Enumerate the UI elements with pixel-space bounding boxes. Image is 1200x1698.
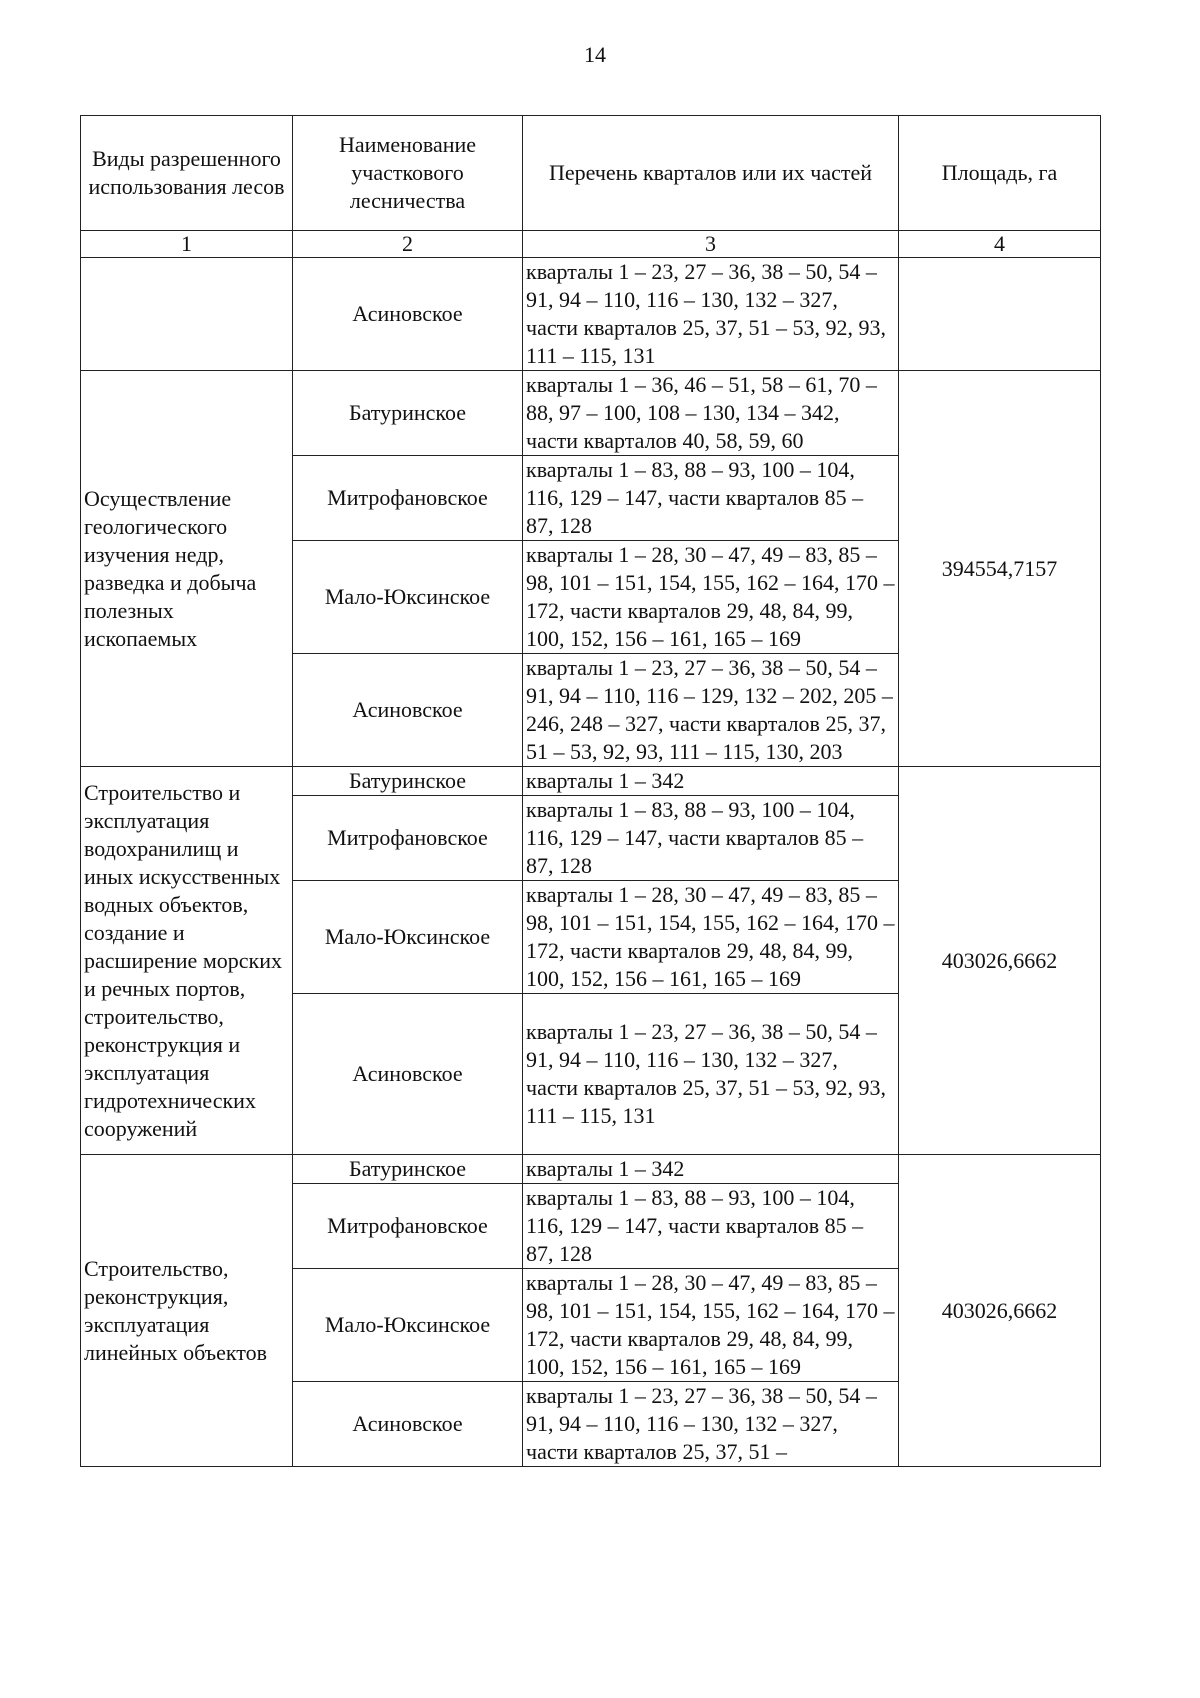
quarters-cell: кварталы 1 – 83, 88 – 93, 100 – 104, 116, 129 – 147, части кварталов 85 – 87, 128	[523, 1184, 899, 1269]
forestry-cell: Мало-Юксинское	[293, 1269, 523, 1382]
header-quarters: Перечень кварталов или их частей	[523, 116, 899, 231]
header-forestry: Наименование участкового лесничества	[293, 116, 523, 231]
use-type-cell: Строительство и эксплуатация водохранилищ и иных искусственных водных объектов, создание и расширение морских и речных портов, строительство, реконструкция и эксплуатация гидротехнических сооружений	[81, 767, 293, 1155]
header-use-type: Виды разрешенного использования лесов	[81, 116, 293, 231]
quarters-cell: кварталы 1 – 23, 27 – 36, 38 – 50, 54 – 91, 94 – 110, 116 – 130, 132 – 327, части кварталов 25, 37, 51 – 53, 92, 93, 111 – 115, 131	[523, 258, 899, 371]
header-row	[81, 116, 1101, 231]
use-type-cell	[81, 258, 293, 371]
quarters-cell: кварталы 1 – 36, 46 – 51, 58 – 61, 70 – 88, 97 – 100, 108 – 130, 134 – 342, части кварталов 40, 58, 59, 60	[523, 371, 899, 456]
quarters-cell: кварталы 1 – 342	[523, 1155, 899, 1184]
use-type-cell: Строительство, реконструкция, эксплуатация линейных объектов	[81, 1155, 293, 1467]
forestry-cell: Митрофановское	[293, 1184, 523, 1269]
table-row	[81, 371, 1101, 456]
area-cell	[899, 258, 1101, 371]
column-number-row	[81, 231, 1101, 258]
table-row	[81, 1155, 1101, 1184]
quarters-cell: кварталы 1 – 83, 88 – 93, 100 – 104, 116, 129 – 147, части кварталов 85 – 87, 128	[523, 456, 899, 541]
table-row	[81, 258, 1101, 371]
area-cell: 403026,6662	[899, 1155, 1101, 1467]
forestry-cell: Асиновское	[293, 994, 523, 1155]
page-number: 14	[584, 42, 606, 67]
column-number: 1	[81, 231, 293, 258]
quarters-cell: кварталы 1 – 23, 27 – 36, 38 – 50, 54 – 91, 94 – 110, 116 – 130, 132 – 327, части кварталов 25, 37, 51 – 53, 92, 93, 111 – 115, 131	[523, 994, 899, 1155]
area-cell: 394554,7157	[899, 371, 1101, 767]
quarters-cell: кварталы 1 – 28, 30 – 47, 49 – 83, 85 – 98, 101 – 151, 154, 155, 162 – 164, 170 – 172, части кварталов 29, 48, 84, 99, 100, 152, 156 – 161, 165 – 169	[523, 1269, 899, 1382]
forestry-cell: Асиновское	[293, 654, 523, 767]
column-number: 4	[899, 231, 1101, 258]
forestry-cell: Митрофановское	[293, 456, 523, 541]
forestry-cell: Асиновское	[293, 1382, 523, 1467]
quarters-cell: кварталы 1 – 83, 88 – 93, 100 – 104, 116, 129 – 147, части кварталов 85 – 87, 128	[523, 796, 899, 881]
forestry-cell: Батуринское	[293, 371, 523, 456]
column-number: 3	[523, 231, 899, 258]
forestry-cell: Мало-Юксинское	[293, 881, 523, 994]
column-number: 2	[293, 231, 523, 258]
forestry-cell: Батуринское	[293, 1155, 523, 1184]
use-type-cell: Осуществление геологического изучения недр, разведка и добыча полезных ископаемых	[81, 371, 293, 767]
table-row	[81, 767, 1101, 796]
area-cell: 403026,6662	[899, 767, 1101, 1155]
header-area: Площадь, га	[899, 116, 1101, 231]
forestry-cell: Мало-Юксинское	[293, 541, 523, 654]
forestry-cell: Асиновское	[293, 258, 523, 371]
forestry-cell: Митрофановское	[293, 796, 523, 881]
forestry-cell: Батуринское	[293, 767, 523, 796]
quarters-cell: кварталы 1 – 23, 27 – 36, 38 – 50, 54 – 91, 94 – 110, 116 – 130, 132 – 327, части кварталов 25, 37, 51 –	[523, 1382, 899, 1467]
quarters-cell: кварталы 1 – 28, 30 – 47, 49 – 83, 85 – 98, 101 – 151, 154, 155, 162 – 164, 170 – 172, части кварталов 29, 48, 84, 99, 100, 152, 156 – 161, 165 – 169	[523, 881, 899, 994]
quarters-cell: кварталы 1 – 342	[523, 767, 899, 796]
forest-use-table	[80, 115, 1101, 1467]
quarters-cell: кварталы 1 – 28, 30 – 47, 49 – 83, 85 – 98, 101 – 151, 154, 155, 162 – 164, 170 – 172, части кварталов 29, 48, 84, 99, 100, 152, 156 – 161, 165 – 169	[523, 541, 899, 654]
quarters-cell: кварталы 1 – 23, 27 – 36, 38 – 50, 54 – 91, 94 – 110, 116 – 129, 132 – 202, 205 – 246, 248 – 327, части кварталов 25, 37, 51 – 53, 92, 93, 111 – 115, 130, 203	[523, 654, 899, 767]
